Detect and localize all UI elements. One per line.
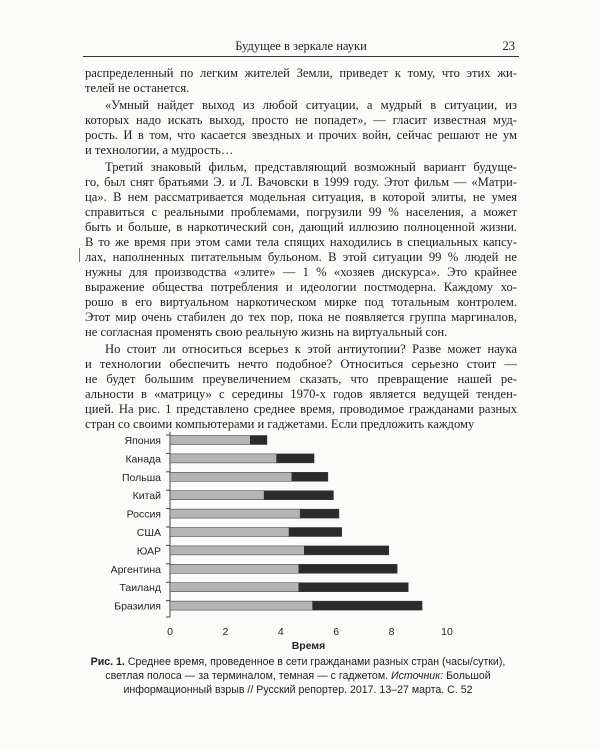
bar-gadget [304, 546, 388, 555]
text-line: рошо в его виртуальном наркотическом мирке под тотальным контролем. [85, 295, 517, 309]
text-line: нужны для производства «элите» — 1 % «хозяев дискурса». Это крайнее [85, 265, 517, 279]
bar-terminal [170, 564, 299, 573]
bar-terminal [170, 528, 289, 537]
text-line: не согласная променять свою реальную жизнь на виртуальный сон. [85, 325, 448, 339]
caption-line-2: светлая полоса — за терминалом, темная — с гаджетом. [105, 670, 389, 682]
caption-line-1: Среднее время, проведенное в сети гражданами разных стран (часы/сутки), [127, 656, 506, 668]
text-line: стран со своими компьютерами и гаджетами. Если предложить каждому [85, 417, 475, 431]
paragraph [85, 342, 517, 432]
bar-gadget [299, 583, 408, 592]
category-label: США [136, 527, 161, 539]
caption-line-2b: Большой [446, 670, 491, 682]
x-tick-label: 0 [167, 626, 173, 638]
text-line: и технологии, а мудрость… [85, 143, 234, 157]
text-line: Но стоит ли относиться всерьез к этой антиутопии? Разве может наука [105, 342, 517, 356]
text-line: которых надо искать выход, просто не попадет», — гласит известная муд- [85, 113, 517, 127]
x-tick-label: 2 [222, 626, 229, 638]
caption-source-label: Источник: [391, 670, 444, 682]
bar-terminal [170, 472, 292, 481]
bar-terminal [170, 583, 299, 592]
text-line: и технологии обеспечить нечто подобное? Относиться серьезно стоит — [85, 357, 517, 371]
paragraph [85, 98, 517, 158]
text-line: Третий знаковый фильм, представляющий возможный вариант будуще- [105, 160, 517, 174]
text-line: выражение общества потребления и идеологии постмодерна. Каждому хо- [85, 280, 517, 294]
x-axis-label: Время [291, 640, 326, 652]
x-tick-label: 4 [277, 626, 284, 638]
text-line: В то же время при этом сами тела спящих находились в специальных капсу- [85, 235, 517, 249]
bar-gadget [277, 454, 314, 463]
text-line: лах, наполненных питательным бульоном. В этой ситуации 99 % людей не [85, 250, 517, 264]
text-line: справиться с реальными проблемами, погрузили 99 % населения, а может [85, 205, 517, 219]
bar-gadget [313, 601, 422, 610]
figure-caption [72, 655, 524, 697]
category-label: Таиланд [119, 582, 161, 595]
x-tick-label: 6 [333, 626, 340, 638]
text-line: го, был снят братьями Э. и Л. Вачовски в 1999 году. Этот фильм — «Матри- [85, 175, 517, 189]
text-line: альности в «матрицу» с середины 1970-х годов является ведущей тенден- [85, 387, 517, 401]
bar-chart [0, 425, 600, 655]
category-label: Аргентина [110, 563, 161, 576]
caption-label: Рис. 1. [90, 656, 125, 668]
bar-terminal [170, 601, 313, 610]
paragraph [85, 66, 517, 96]
bar-gadget [299, 564, 397, 573]
bar-gadget [292, 472, 328, 481]
text-line: не будет большим преувеличением сказать, что превращение нашей ре- [85, 372, 517, 386]
bar-gadget [250, 436, 267, 445]
body-text [85, 66, 517, 434]
bar-gadget [289, 528, 342, 537]
category-label: ЮАР [136, 545, 161, 558]
text-line: Этот мир очень стабилен до тех пор, пока не появляется группа маргиналов, [85, 310, 517, 324]
running-header [83, 36, 519, 57]
bar-terminal [170, 509, 300, 518]
text-line: телей не останется. [85, 81, 190, 95]
paragraph [85, 160, 517, 340]
bar-terminal [170, 546, 304, 555]
text-line: распределенный по легким жителей Земли, приведет к тому, что этих жи- [85, 66, 517, 80]
text-line: «Умный найдет выход из любой ситуации, а мудрый в ситуации, из [105, 98, 517, 112]
text-line: ца». В нем рассматривается модельная ситуация, в которой элиты, не умея [85, 190, 517, 204]
category-label: Польша [121, 471, 161, 484]
category-label: Бразилия [114, 600, 161, 613]
text-line: рость. И в том, что касается звездных и прочих войн, сейчас решают не ум [85, 128, 517, 142]
margin-mark [79, 248, 80, 262]
text-line: быть и больше, в наркотический сон, дающий иллюзию полноценной жизни. [85, 220, 517, 234]
category-label: Россия [126, 508, 161, 521]
bar-gadget [300, 509, 339, 518]
text-line: цией. На рис. 1 представлено среднее время, проводимое гражданами разных [85, 402, 517, 416]
category-label: Япония [124, 435, 161, 447]
bar-terminal [170, 436, 250, 445]
category-label: Канада [125, 453, 161, 466]
category-label: Китай [132, 490, 161, 503]
x-tick-label: 8 [388, 626, 395, 638]
caption-line-3: информационный взрыв // Русский репортер. 2017. 13–27 марта. С. 52 [123, 684, 473, 696]
bar-terminal [170, 454, 277, 463]
running-title: Будущее в зеркале науки [235, 39, 367, 53]
bar-gadget [264, 491, 333, 500]
page-number: 23 [502, 39, 515, 53]
x-tick-label: 10 [441, 626, 453, 638]
bar-terminal [170, 491, 264, 500]
